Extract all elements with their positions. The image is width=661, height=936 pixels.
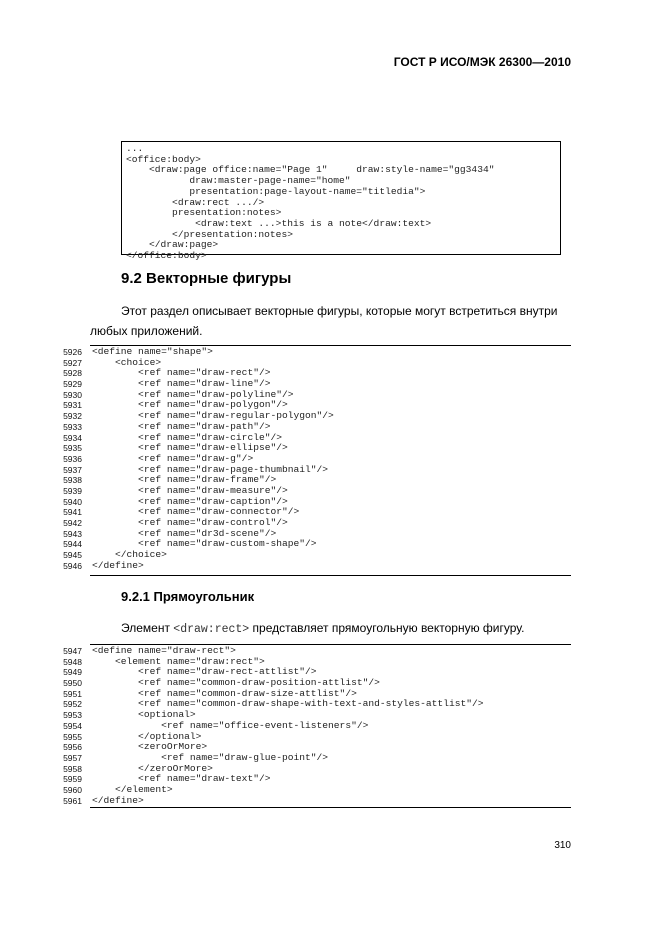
code-text: </choice>: [92, 549, 167, 561]
line-number: 5926: [63, 347, 82, 357]
line-number: 5960: [63, 784, 82, 795]
code-text: <ref name="draw-polygon"/>: [92, 399, 288, 411]
line-number: 5950: [63, 678, 82, 689]
line-number: 5951: [63, 688, 82, 699]
line-number: 5938: [63, 475, 82, 486]
line-number: 5947: [63, 646, 82, 656]
example-code-line: <office:body>: [126, 153, 201, 165]
code-text: <ref name="draw-measure"/>: [92, 484, 288, 496]
line-number: 5942: [63, 518, 82, 528]
section-paragraph-line2: любых приложений.: [90, 324, 203, 338]
line-number: 5928: [63, 368, 82, 379]
code-listing-rect: [60, 646, 571, 806]
line-number: 5934: [63, 432, 82, 443]
code-text: <define name="draw-rect">: [92, 645, 236, 656]
code-text: <ref name="draw-g"/>: [92, 452, 254, 464]
line-number: 5955: [63, 731, 82, 742]
line-number: 5956: [63, 742, 82, 753]
code-text: <optional>: [92, 709, 196, 721]
paragraph-text-before: Элемент: [121, 621, 174, 635]
section-heading-vector-shapes: 9.2 Векторные фигуры: [121, 270, 292, 287]
paragraph-text-after: представляет прямоугольную векторную фигуру.: [249, 621, 525, 635]
line-number: 5927: [63, 357, 82, 368]
code-listing-shape: [60, 347, 571, 571]
example-code-line: presentation:notes>: [126, 207, 282, 219]
line-number: 5945: [63, 550, 82, 561]
code-text: <ref name="office-event-listeners"/>: [92, 719, 369, 731]
code-line: [60, 561, 571, 572]
section-paragraph-line1: Этот раздел описывает векторные фигуры, которые могут встретиться внутри: [121, 304, 558, 318]
example-code-line: <draw:page office:name="Page 1" draw:style-name="gg3434": [126, 164, 495, 176]
example-code-line: draw:master-page-name="home": [126, 175, 351, 187]
code-text: <ref name="draw-caption"/>: [92, 495, 288, 507]
code-text: <ref name="common-draw-position-attlist"/>: [92, 677, 380, 689]
code-text: </define>: [92, 794, 144, 806]
code-text: <choice>: [92, 356, 162, 368]
line-number: 5935: [63, 443, 82, 454]
example-code-line: ...: [126, 143, 144, 154]
code-text: </optional>: [92, 730, 202, 742]
code-text: <ref name="draw-circle"/>: [92, 431, 282, 443]
line-number: 5949: [63, 667, 82, 678]
line-number: 5930: [63, 389, 82, 400]
code-text: <ref name="draw-frame"/>: [92, 474, 277, 486]
example-code-line: presentation:page-layout-name="titledia">: [126, 185, 426, 197]
listing-bottom-rule: [90, 575, 571, 576]
subsection-heading-rectangle: 9.2.1 Прямоугольник: [121, 589, 255, 604]
subsection-paragraph: [121, 620, 524, 638]
code-text: <ref name="draw-polyline"/>: [92, 388, 294, 400]
line-number: 5933: [63, 421, 82, 432]
example-code-box: [121, 141, 561, 262]
example-code-line: <draw:text ...>this is a note</draw:text>: [126, 217, 432, 229]
line-number: 5937: [63, 464, 82, 475]
line-number: 5961: [63, 795, 82, 806]
code-text: </define>: [92, 559, 144, 571]
code-line: [60, 796, 571, 807]
code-text: <ref name="draw-glue-point"/>: [92, 751, 329, 763]
code-text: <ref name="draw-rect-attlist"/>: [92, 666, 317, 678]
code-text: <ref name="draw-custom-shape"/>: [92, 538, 317, 550]
code-text: <ref name="common-draw-shape-with-text-and-styles-attlist"/>: [92, 698, 484, 710]
line-number: 5954: [63, 720, 82, 731]
line-number: 5948: [63, 656, 82, 667]
code-text: <element name="draw:rect">: [92, 655, 265, 667]
line-number: 5957: [63, 752, 82, 763]
code-line: [60, 721, 571, 732]
code-text: <define name="shape">: [92, 346, 213, 357]
inline-code-tag: <draw:rect>: [173, 623, 250, 636]
line-number: 5932: [63, 411, 82, 422]
code-text: <ref name="draw-ellipse"/>: [92, 442, 288, 454]
code-text: <ref name="draw-page-thumbnail"/>: [92, 463, 329, 475]
line-number: 5939: [63, 485, 82, 496]
code-text: <zeroOrMore>: [92, 741, 208, 753]
example-code: [126, 144, 560, 262]
code-text: </zeroOrMore>: [92, 762, 213, 774]
line-number: 5940: [63, 496, 82, 507]
line-number: 5943: [63, 528, 82, 539]
code-line: [60, 454, 571, 465]
example-code-line: <draw:rect .../>: [126, 196, 265, 208]
example-code-line: </presentation:notes>: [126, 228, 293, 240]
line-number: 5959: [63, 774, 82, 785]
line-number: 5931: [63, 400, 82, 411]
code-line: [60, 753, 571, 764]
code-text: <ref name="common-draw-size-attlist"/>: [92, 687, 357, 699]
code-line: [60, 422, 571, 433]
code-text: <ref name="draw-control"/>: [92, 517, 288, 528]
line-number: 5946: [63, 560, 82, 571]
line-number: 5944: [63, 539, 82, 550]
line-number: 5929: [63, 379, 82, 390]
line-number: 5952: [63, 699, 82, 710]
example-code-line: </draw:page>: [126, 239, 219, 251]
line-number: 5941: [63, 507, 82, 518]
code-text: <ref name="draw-connector"/>: [92, 506, 300, 518]
document-header: ГОСТ Р ИСО/МЭК 26300—2010: [393, 55, 571, 69]
page-number: 310: [554, 840, 571, 851]
example-code-line: </office:body>: [126, 250, 207, 262]
code-text: </element>: [92, 783, 173, 795]
code-text: <ref name="draw-regular-polygon"/>: [92, 410, 334, 422]
line-number: 5953: [63, 710, 82, 721]
line-number: 5936: [63, 453, 82, 464]
code-text: <ref name="draw-path"/>: [92, 420, 271, 432]
code-text: <ref name="dr3d-scene"/>: [92, 527, 277, 539]
listing-bottom-rule: [90, 807, 571, 808]
code-text: <ref name="draw-text"/>: [92, 773, 271, 785]
line-number: 5958: [63, 763, 82, 774]
code-text: <ref name="draw-line"/>: [92, 378, 271, 390]
code-text: <ref name="draw-rect"/>: [92, 367, 271, 379]
